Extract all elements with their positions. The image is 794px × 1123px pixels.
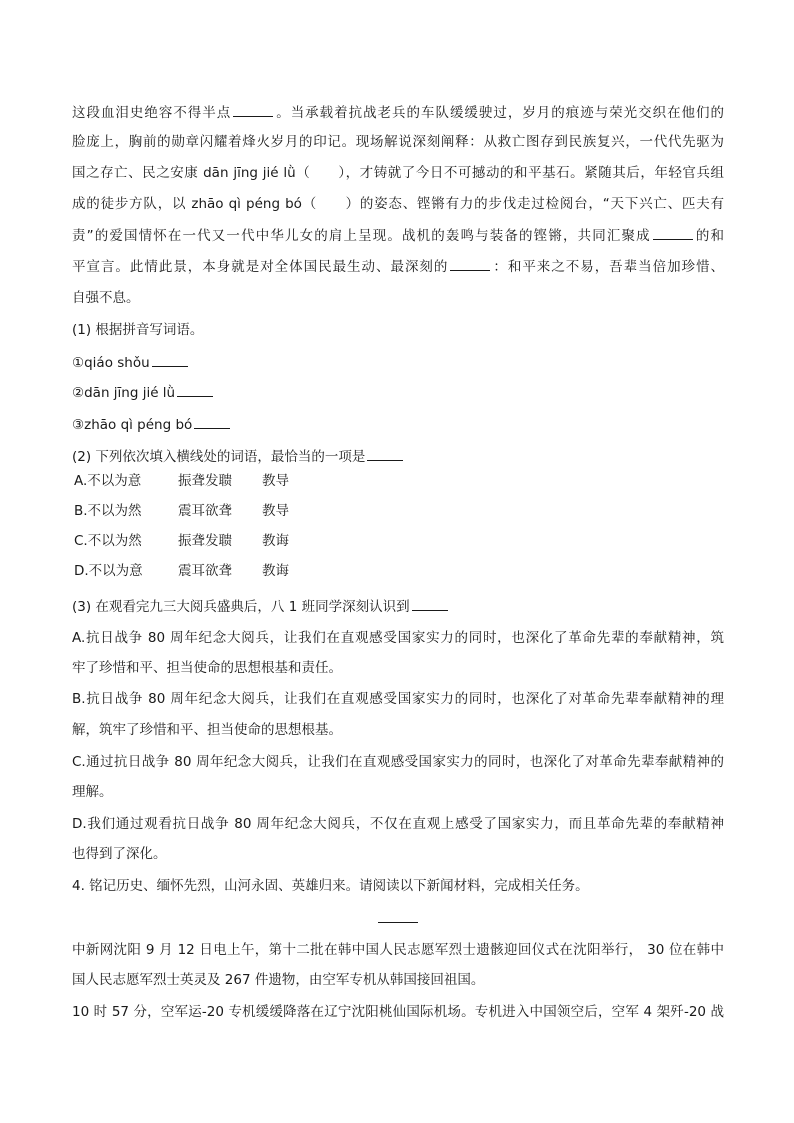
answer-blank[interactable] (177, 382, 213, 397)
answer-blank[interactable] (412, 596, 448, 611)
news-paragraph-1-line-2: 国人民志愿军烈士英灵及 267 件遗物，由空军专机从韩国接回祖国。 (72, 972, 485, 988)
passage-line-7: 自强不息。 (72, 290, 140, 306)
q3-option-b-line-1[interactable]: B.抗日战争 80 周年纪念大阅兵，让我们在直观感受国家实力的同时，也深化了对革命先辈奉献精神的理 (72, 691, 724, 707)
q3-option-a-line-2[interactable]: 牢了珍惜和平、担当使命的思想根基和责任。 (72, 660, 342, 676)
q3-option-d-line-2[interactable]: 也得到了深化。 (72, 846, 167, 862)
q3-option-b-line-2[interactable]: 解，筑牢了珍惜和平、担当使命的思想根基。 (72, 722, 342, 738)
q1-item-2: ②dān jīng jié lǜ (72, 382, 215, 403)
q4-title: 4. 铭记历史、缅怀先烈，山河永固、英雄归来。请阅读以下新闻材料，完成相关任务。 (72, 878, 589, 894)
fill-blank-3[interactable] (450, 256, 490, 271)
news-paragraph-2-line-1: 10 时 57 分，空军运-20 专机缓缓降落在辽宁沈阳桃仙国际机场。专机进入中国领空后，空军 4 架歼-20 战 (72, 1004, 724, 1020)
q3-option-a-line-1[interactable]: A.抗日战争 80 周年纪念大阅兵，让我们在直观感受国家实力的同时，也深化了革命先辈的奉献精神，筑 (72, 630, 724, 646)
q1-item-3: ③zhāo qì péng bó (72, 414, 232, 435)
document-page: 这段血泪史绝容不得半点 。当承载着抗战老兵的车队缓缓驶过，岁月的痕迹与荣光交织在他们的 脸庞上，胸前的勋章闪耀着烽火岁月的印记。现场解说深刻阐释：从救亡图存到民族复兴，一代代先驱为 国之存亡、民之安康 dān jīng jié lǜ（ ），才铸就了今日不可撼动的和平基石。紧随其后，年轻官兵组 成的徒步方队，以 zhāo qì péng bó（ ）的姿态、铿锵有力的步伐走过检阅台，“天下兴亡、匹夫有 责”的爱国情怀在一代又一代中华儿女的肩上呈现。战机的轰鸣与装备的铿锵，共同汇聚成 的和 平宣言。此情此景，本身就是对全体国民最生动、最深刻的 ：和平来之不易，吾辈当倍加珍惜、 自强不息。 (1) 根据拼音写词语。 ①qiáo shǒu ②dān jīng jié lǜ ③zhāo qì péng bó (2) 下列依次填入横线处的词语，最恰当的一项是 A.不以为意 振聋发聩 教导 B.不以为然 震耳欲聋 教导 C.不以为然 振聋发聩 教诲 D.不以为意 震耳欲聋 教诲 (3) 在观看完九三大阅兵盛典后，八 1 班同学深刻认识到 A.抗日战争 80 周年纪念大阅兵，让我们在直观感受国家实力的同时，也深化了革命先辈的奉献精神，筑 牢了珍惜和平、担当使命的思想根基和责任。 B.抗日战争 80 周年纪念大阅兵，让我们在直观感受国家实力的同时，也深化了对革命先辈奉献精神的理 解，筑牢了珍惜和平、担当使命的思想根基。 C.通过抗日战争 80 周年纪念大阅兵，让我们在直观感受国家实力的同时，也深化了对革命先辈奉献精神的 理解。 D.我们通过观看抗日战争 80 周年纪念大阅兵，不仅在直观上感受了国家实力，而且革命先辈的奉献精神 也得到了深化。 4. 铭记历史、缅怀先烈，山河永固、英雄归来。请阅读以下新闻材料，完成相关任务。 中新网沈阳 9 月 12 日电上午，第十二批在韩中国人民志愿军烈士遗骸迎回仪式在沈阳举行， 30 位在韩中 国人民志愿军烈士英灵及 267 件遗物，由空军专机从韩国接回祖国。 10 时 57 分，空军运-20 专机缓缓降落在辽宁沈阳桃仙国际机场。专机进入中国领空后，空军 4 架歼-20 战 (0, 0, 794, 1123)
passage-line-1: 这段血泪史绝容不得半点 。当承载着抗战老兵的车队缓缓驶过，岁月的痕迹与荣光交织在他们的 (72, 102, 724, 123)
title-blank-rule (378, 922, 418, 923)
answer-blank[interactable] (367, 446, 403, 461)
q3-option-c-line-1[interactable]: C.通过抗日战争 80 周年纪念大阅兵，让我们在直观感受国家实力的同时，也深化了对革命先辈奉献精神的 (72, 754, 724, 770)
passage-line-4: 成的徒步方队，以 zhāo qì péng bó（ ）的姿态、铿锵有力的步伐走过检阅台，“天下兴亡、匹夫有 (72, 196, 724, 212)
fill-blank-1[interactable] (233, 102, 273, 117)
passage-line-5: 责”的爱国情怀在一代又一代中华儿女的肩上呈现。战机的轰鸣与装备的铿锵，共同汇聚成 的和 (72, 225, 724, 246)
q3-option-d-line-1[interactable]: D.我们通过观看抗日战争 80 周年纪念大阅兵，不仅在直观上感受了国家实力，而且革命先辈的奉献精神 (72, 816, 724, 832)
news-paragraph-1-line-1: 中新网沈阳 9 月 12 日电上午，第十二批在韩中国人民志愿军烈士遗骸迎回仪式在沈阳举行， 30 位在韩中 (72, 942, 724, 958)
q1-item-1: ①qiáo shǒu (72, 352, 190, 373)
answer-blank[interactable] (152, 352, 188, 367)
q1-prompt: (1) 根据拼音写词语。 (72, 322, 204, 338)
q3-option-c-line-2[interactable]: 理解。 (72, 784, 113, 800)
q3-prompt: (3) 在观看完九三大阅兵盛典后，八 1 班同学深刻认识到 (72, 596, 450, 617)
passage-line-2: 脸庞上，胸前的勋章闪耀着烽火岁月的印记。现场解说深刻阐释：从救亡图存到民族复兴，一代代先驱为 (72, 134, 724, 150)
passage-line-6: 平宣言。此情此景，本身就是对全体国民最生动、最深刻的 ：和平来之不易，吾辈当倍加珍惜、 (72, 256, 724, 277)
answer-blank[interactable] (194, 414, 230, 429)
passage-line-3: 国之存亡、民之安康 dān jīng jié lǜ（ ），才铸就了今日不可撼动的和平基石。紧随其后，年轻官兵组 (72, 165, 724, 181)
q2-prompt: (2) 下列依次填入横线处的词语，最恰当的一项是 (72, 446, 405, 467)
fill-blank-2[interactable] (653, 225, 693, 240)
